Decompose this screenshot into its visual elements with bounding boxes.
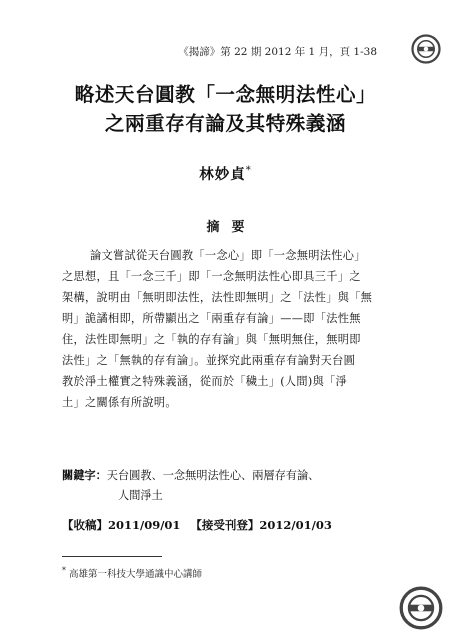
abstract-line: 明」詭譎相即，所帶顯出之「兩重存有論」——即「法性無: [62, 312, 361, 325]
title-line-1: 略述天台圓教「一念無明法性心」: [74, 83, 377, 106]
keywords-label: 關鍵字：: [62, 468, 107, 482]
title-line-2: 之兩重存有論及其特殊義涵: [104, 112, 347, 135]
abstract-line: 法性」之「無執的存有論」。並探究此兩重存有論對天台圓: [62, 354, 356, 367]
author-name: [0, 163, 451, 184]
footnote-divider: [62, 556, 162, 557]
running-head: 《揭諦》第 22 期 2012 年 1 月，頁 1-38: [178, 46, 377, 58]
received-date: 【收稿】2011/09/01: [62, 518, 181, 532]
abstract-line: 之思想，且「一念三千」即「一念無明法性心即具三千」之: [62, 270, 361, 283]
abstract-heading: 摘要: [206, 220, 257, 235]
abstract-line: 住，法性即無明」之「執的存有論」與「無明無住，無明即: [62, 333, 361, 346]
author-name-text: 林妙貞: [199, 166, 246, 183]
submission-dates: [62, 517, 342, 533]
accepted-date: 【接受刊登】2012/01/03: [190, 518, 332, 532]
keywords-list: 天台圓教、一念無明法性心、兩層存有論、: [106, 469, 320, 482]
footnote: [62, 566, 202, 580]
abstract-line: 教於淨土權實之特殊義涵，從而於「穢土」(人間)與「淨: [62, 375, 348, 388]
author-footnote-mark: *: [245, 165, 252, 177]
journal-seal-icon: [399, 586, 443, 630]
abstract-line: 土」之關係有所說明。: [62, 396, 177, 409]
footnote-mark: *: [62, 566, 66, 575]
keywords-list-continued: 人間淨土: [118, 489, 163, 502]
abstract-line: 架構，說明由「無明即法性，法性即無明」之「法性」與「無: [62, 291, 373, 304]
journal-seal-icon: [411, 34, 441, 64]
footnote-text: 高雄第一科技大學通識中心講師: [68, 569, 202, 581]
abstract-line: 論文嘗試從天台圓教「一念心」即「一念無明法性心」: [90, 249, 366, 262]
keywords: [62, 467, 319, 483]
